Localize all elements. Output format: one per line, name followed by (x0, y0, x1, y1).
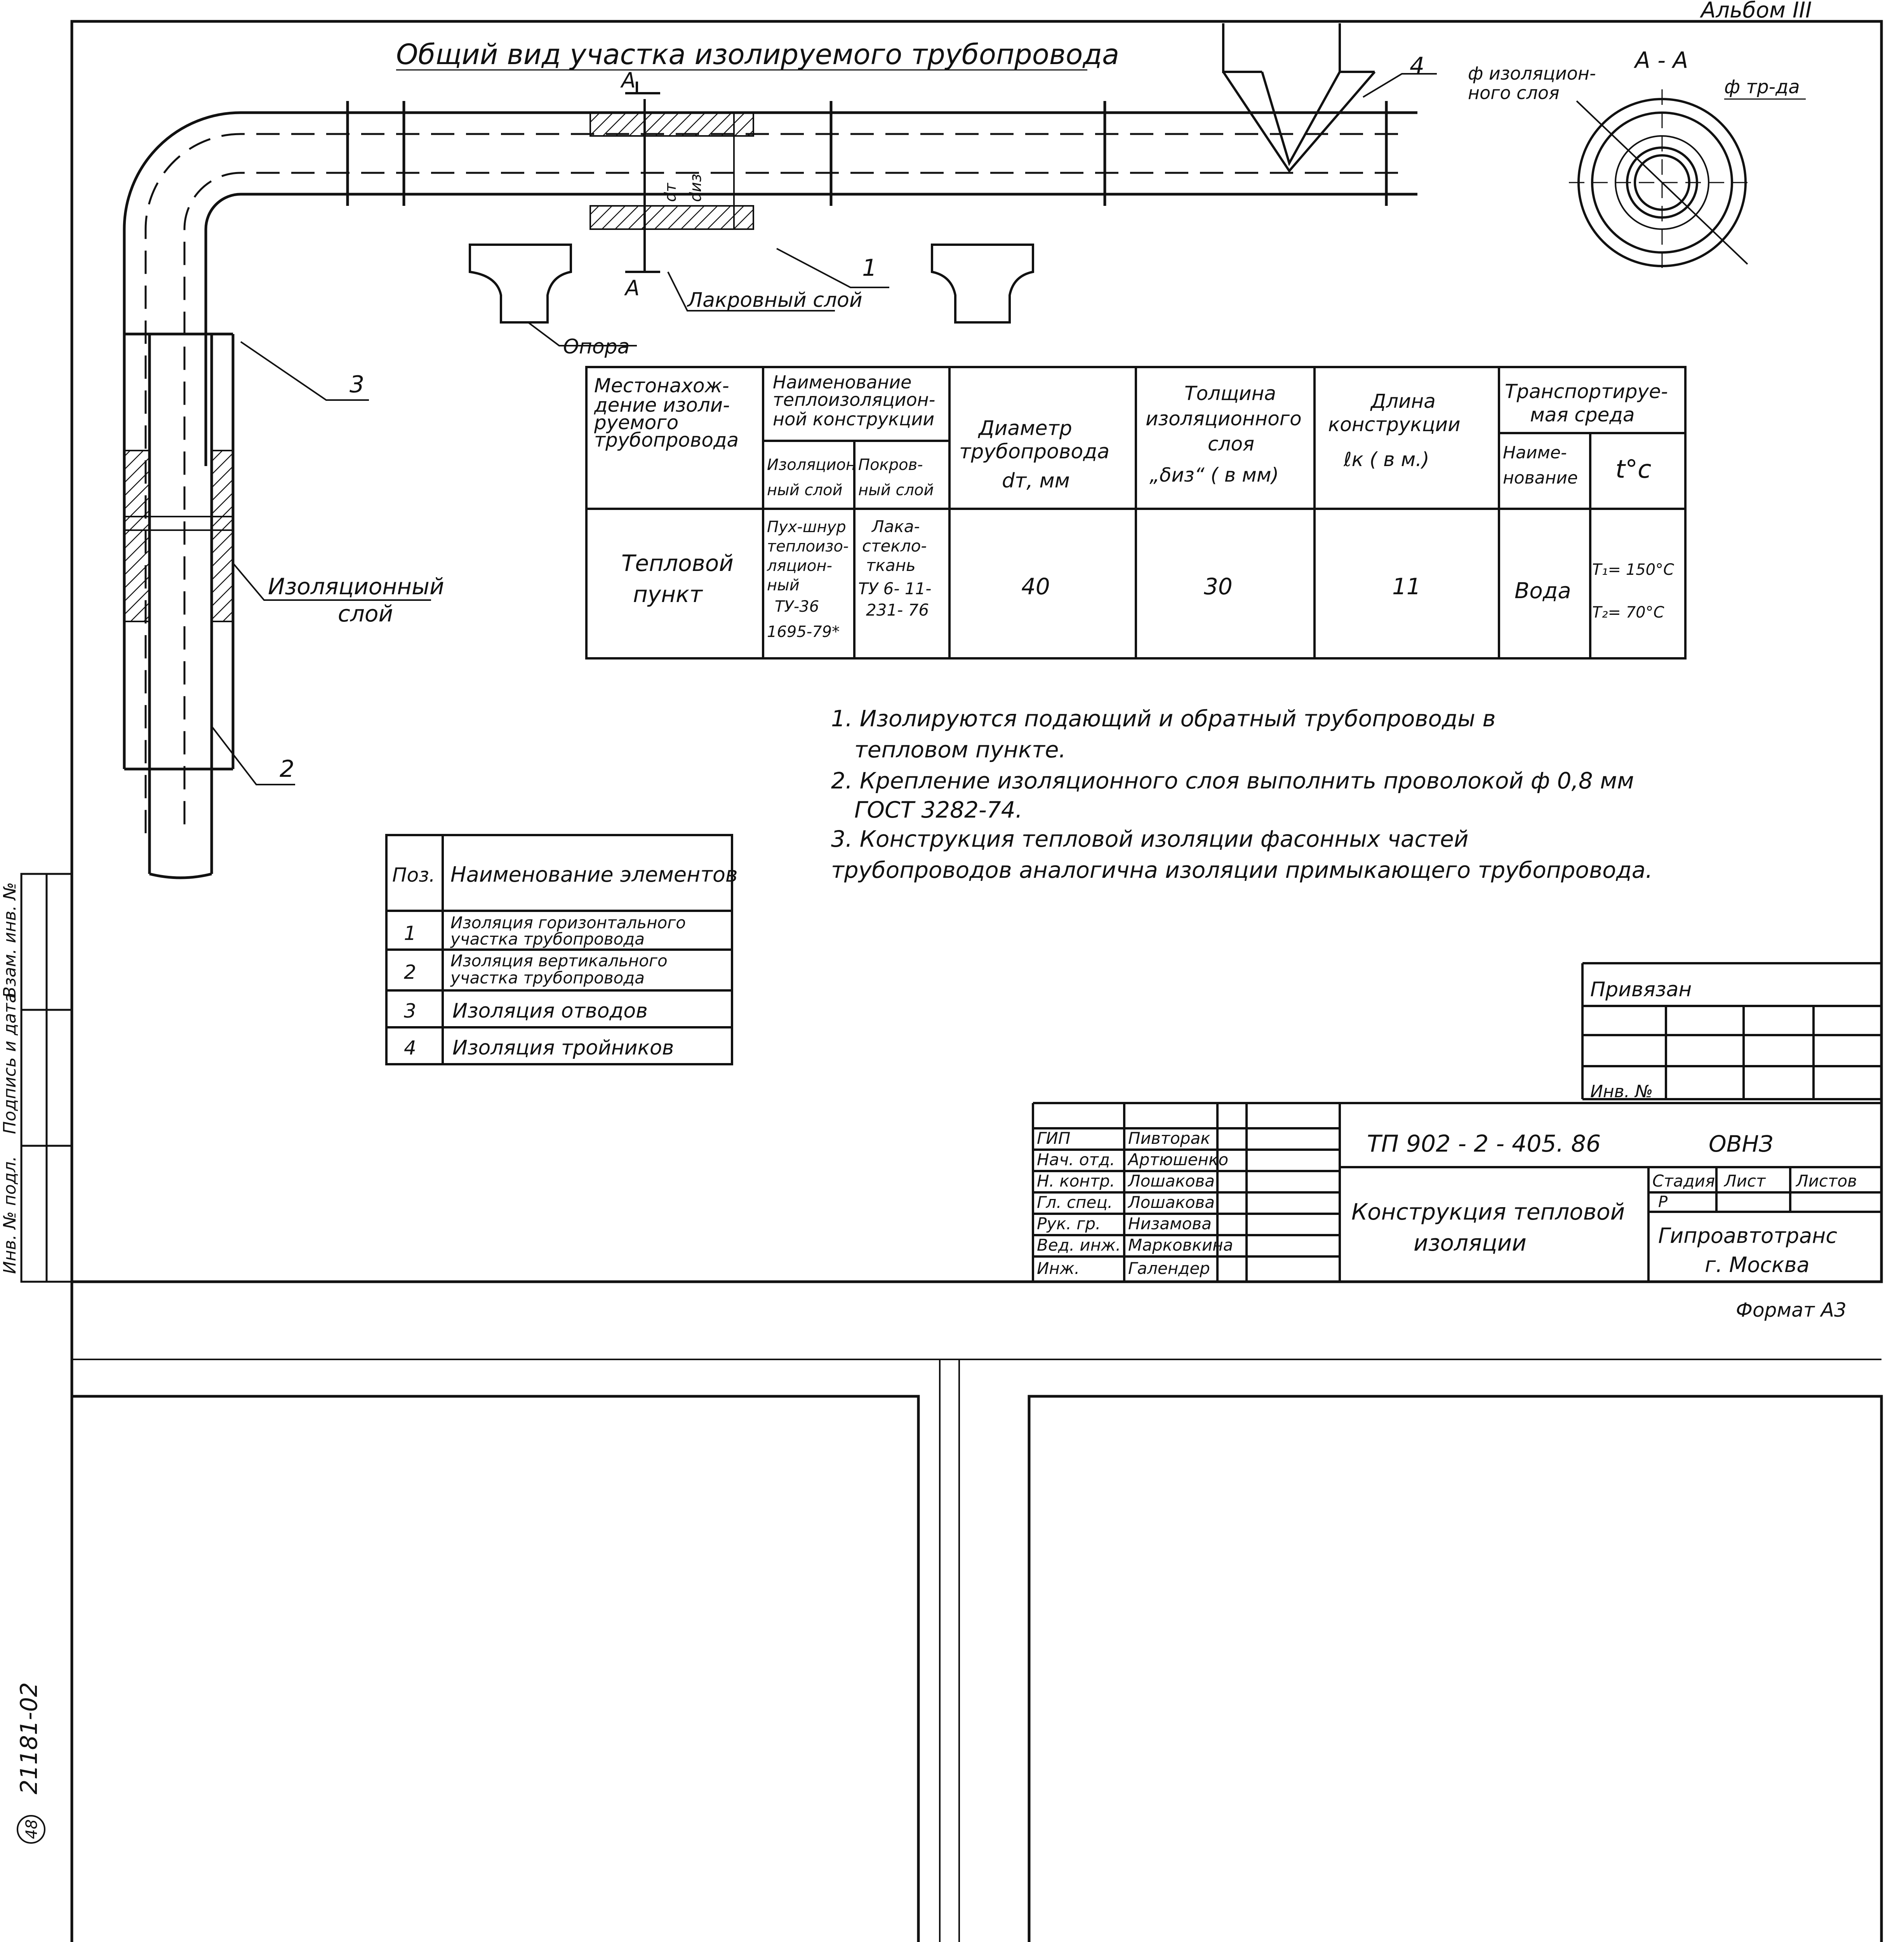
dia-label-t: dт (662, 183, 680, 202)
th-construction: Наименование теплоизоляцион- ной конструкции (773, 372, 935, 430)
th-thickness: Толщина изоляционного слоя „δиз“ ( в мм) (1146, 382, 1302, 486)
pipe-support-1 (470, 245, 571, 322)
staff-name-3: Лошакова (1128, 1193, 1215, 1212)
staff-role-5: Вед. инж. (1037, 1236, 1121, 1255)
label-insulation-2: слой (338, 600, 393, 627)
section-title: А - А (1635, 47, 1688, 73)
notes-block (831, 705, 1653, 883)
staff-role-3: Гл. спец. (1037, 1193, 1113, 1212)
callout-2: 2 (280, 755, 295, 783)
tb-stage-value: Р (1658, 1193, 1668, 1211)
callout-1: 1 (862, 254, 877, 282)
staff-role-2: Н. контр. (1037, 1171, 1115, 1190)
pos-header-name: Наименование элементов (450, 862, 738, 887)
section-mark-label-top: А (621, 68, 636, 92)
th-medium-temp: t°c (1615, 455, 1652, 484)
pos-row-2-name: Изоляция вертикального участка трубопровода (450, 951, 668, 987)
th-diameter: Диаметр трубопровода dт, мм (959, 417, 1110, 492)
pos-row-4-name: Изоляция тройников (452, 1036, 674, 1060)
staff-role-1: Нач. отд. (1037, 1150, 1115, 1169)
note-2a: 2. Крепление изоляционного слоя выполнить проволокой ф 0,8 мм (831, 767, 1634, 794)
note-1a: 1. Изолируются подающий и обратный трубопроводы в (831, 705, 1496, 732)
side-number: 21181-02 (16, 1682, 43, 1794)
section-aa-view (1569, 89, 1755, 276)
binding-label-top: Привязан (1590, 978, 1692, 1001)
td-insulation-layer: Пух-шнур теплоизо- ляцион- ный ТУ-36 1695-79* (767, 518, 849, 641)
format-a3: Формат А3 (1736, 1299, 1847, 1321)
section-mark-a (620, 68, 660, 300)
tb-stage-label: Стадия (1652, 1171, 1715, 1190)
section-mark-label-bottom: А (625, 276, 640, 300)
tb-org: Гипроавтотранс (1658, 1223, 1838, 1248)
spec-table-grid (586, 367, 1685, 658)
td-medium-name: Вода (1515, 578, 1571, 604)
tb-city: г. Москва (1705, 1253, 1810, 1277)
staff-name-6: Галендер (1128, 1259, 1210, 1278)
label-insulation-1: Изоляционный (268, 573, 444, 600)
note-2b: ГОСТ 3282-74. (854, 797, 1023, 823)
tb-title: Конструкция тепловой изоляции (1351, 1199, 1625, 1256)
drawing-title: Общий вид участка изолируемого трубопровода (396, 38, 1120, 71)
pos-row-1-num: 1 (404, 922, 416, 945)
margin-stamp-top (21, 874, 72, 1282)
tb-mark: ОВНЗ (1709, 1131, 1774, 1157)
insulation-cut-vertical (124, 451, 233, 621)
th-insulation-layer: Изоляцион ный слой (767, 456, 856, 499)
staff-name-0: Пивторак (1128, 1129, 1210, 1148)
callout-4-leader (1363, 74, 1437, 97)
staff-name-4: Низамова (1128, 1214, 1212, 1233)
pos-row-1-name: Изоляция горизонтального участка трубопровода (450, 913, 686, 948)
th-medium: Транспортируе- мая среда (1505, 380, 1668, 426)
inv-label-top: Инв. № (1590, 1082, 1653, 1102)
td-thickness: 30 (1204, 573, 1233, 600)
staff-role-4: Рук. гр. (1037, 1214, 1101, 1233)
margin-replace-label: Взам. инв. № (0, 882, 20, 998)
note-3a: 3. Конструкция тепловой изоляции фасонных частей (831, 826, 1469, 852)
label-phi-layer-1: ф изоляцион- (1468, 63, 1596, 84)
staff-name-5: Марковкина (1128, 1236, 1233, 1255)
margin-inv-label: Инв. № подл. (0, 1156, 20, 1274)
th-length: Длина конструкции ℓк ( в м.) (1328, 390, 1461, 471)
staff-role-0: ГИП (1037, 1129, 1071, 1148)
callout-3: 3 (350, 371, 365, 398)
note-3b: трубопроводов аналогична изоляции примыкающего трубопровода. (831, 857, 1653, 883)
tee-fitting (1223, 23, 1375, 171)
label-phi-layer-2: ного слоя (1468, 82, 1560, 103)
callout-4: 4 (1410, 52, 1425, 80)
td-diameter: 40 (1021, 573, 1050, 600)
note-1b: тепловом пункте. (854, 736, 1066, 763)
label-lacquer: Лакровный слой (687, 289, 862, 312)
td-location: Тепловой пункт (621, 550, 734, 607)
th-cover-layer: Покров- ный слой (858, 456, 934, 499)
td-t2: T₂= 70°C (1592, 604, 1664, 621)
tb-code: ТП 902 - 2 - 405. 86 (1367, 1130, 1601, 1157)
pos-row-4-num: 4 (404, 1037, 416, 1059)
th-location: Местонахож- дение изоли- руемого трубопровода (594, 374, 739, 451)
td-t1: T₁= 150°C (1592, 561, 1674, 579)
pos-row-3-num: 3 (404, 1000, 416, 1022)
td-cover-layer: Лака- стекло- ткань ТУ 6- 11- 231- 76 (858, 517, 932, 619)
pos-header-pos: Поз. (392, 864, 435, 886)
td-length: 11 (1392, 573, 1421, 600)
side-circle-number: 48 (23, 1819, 41, 1839)
dia-label-iz: dиз (687, 174, 705, 202)
pos-row-2-num: 2 (404, 961, 416, 983)
label-phi-pipe: ф тр-да (1724, 76, 1800, 98)
staff-name-2: Лошакова (1128, 1171, 1215, 1190)
tb-sheets-label: Листов (1796, 1171, 1857, 1190)
album-label: Альбом III (1701, 0, 1812, 23)
tb-sheet-label: Лист (1724, 1171, 1766, 1190)
pipe-support-2 (932, 245, 1033, 322)
th-medium-name: Наиме- нование (1503, 443, 1578, 488)
label-support: Опора (563, 335, 630, 358)
margin-sign-label: Подпись и дата (0, 992, 20, 1134)
pos-row-3-name: Изоляция отводов (452, 999, 648, 1023)
staff-name-1: Артюшенко (1128, 1150, 1229, 1169)
staff-role-6: Инж. (1037, 1259, 1080, 1278)
